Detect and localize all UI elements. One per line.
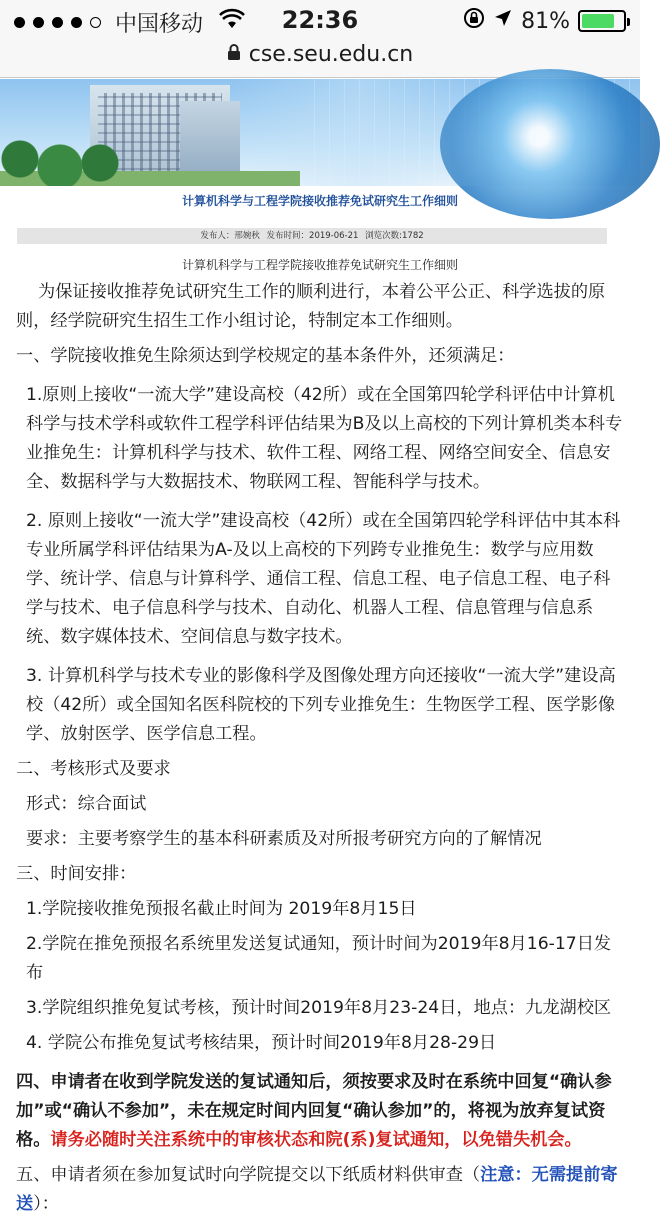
section2-form: 形式：综合面试 [26, 794, 147, 814]
battery-icon [578, 10, 626, 32]
publisher: 发布人：邢婉秋 [200, 231, 260, 241]
trees-graphic [0, 129, 120, 186]
section3-heading: 三、时间安排： [16, 864, 137, 884]
site-banner [0, 79, 640, 186]
carrier-name: 中国移动 [115, 12, 204, 37]
article-subtitle: 计算机科学与工程学院接收推荐免试研究生工作细则 [181, 258, 458, 272]
article-body [16, 278, 626, 1219]
section5-note-label: 注意： [480, 1165, 532, 1185]
battery-fill [582, 14, 614, 28]
status-right [463, 7, 626, 35]
section2-requirement: 要求：主要考察学生的基本科研素质及对所报考研究方向的了解情况 [26, 829, 542, 849]
location-arrow-icon [493, 8, 513, 34]
schedule-item-4: 4. 学院公布推免复试考核结果，预计时间2019年8月28-29日 [26, 1033, 497, 1053]
section1-item2: 2. 原则上接收“一流大学”建设高校（42所）或在全国第四轮学科评估中其本科专业所属学科评估结果为A-及以上高校的下列跨专业推免生：数学与应用数学、统计学、信息与计算科学、通信工程、信息工程、电子信息工程、电子科学与技术、电子信息科学与技术、自动化、机器人工程、信息管理与信息系统、数字媒体技术、空间信息与数字技术。 [26, 511, 621, 647]
section5-text-start: 五、申请者须在参加复试时向学院提交以下纸质材料供审查（ [16, 1165, 481, 1185]
schedule-item-1: 1.学院接收推免预报名截止时间为 2019年8月15日 [26, 899, 417, 919]
article-meta [17, 228, 607, 244]
orientation-lock-icon [463, 7, 485, 35]
section5-text-end: ）： [33, 1194, 59, 1214]
section4-red-notice: 请务必随时关注系统中的审核状态和院(系)复试通知，以免错失机会。 [50, 1130, 582, 1150]
schedule-item-2: 2.学院在推免预报名系统里发送复试通知，预计时间为2019年8月16-17日发布 [26, 934, 612, 983]
lock-icon [227, 42, 241, 68]
article-title: 计算机科学与工程学院接收推荐免试研究生工作细则 [181, 194, 458, 208]
publish-date: 发布时间：2019-06-21 [266, 231, 359, 241]
section4-bold-text: 四、申请者在收到学院发送的复试通知后，须按要求及时在系统中回复“确认参加”或“确认不参加”，未在规定时间内回复“确认参加”的，将视为放弃复试资格。 [16, 1072, 612, 1150]
section2-heading: 二、考核形式及要求 [16, 759, 171, 779]
battery-percent: 81% [521, 8, 570, 34]
clock: 22:36 [281, 6, 359, 34]
section5-paragraph [16, 1161, 626, 1219]
intro-paragraph: 为保证接收推荐免试研究生工作的顺利进行，本着公平公正、科学选拔的原则，经学院研究生招生工作小组讨论，特制定本工作细则。 [16, 282, 606, 331]
status-bar [0, 0, 640, 42]
article-page [0, 186, 640, 1214]
section1-item3: 3. 计算机科学与技术专业的影像科学及图像处理方向还接收“一流大学”建设高校（42所）或全国知名医科院校的下列专业推免生：生物医学工程、医学影像学、放射医学、医学信息工程。 [26, 666, 616, 744]
banner-fade [230, 79, 490, 186]
view-count: 浏览次数:1782 [365, 231, 424, 241]
section5-note-text: 无需提前寄送 [16, 1165, 618, 1214]
section1-item1: 1.原则上接收“一流大学”建设高校（42所）或在全国第四轮学科评估中计算机科学与技术学科或软件工程学科评估结果为B及以上高校的下列计算机类本科专业推免生：计算机科学与技术、软件工程、网络工程、网络空间安全、信息安全、数据科学与大数据技术、物联网工程、智能科学与技术。 [26, 385, 623, 492]
url-text: cse.seu.edu.cn [248, 42, 414, 67]
section4-paragraph [16, 1068, 626, 1155]
section1-heading: 一、学院接收推免生除须达到学校规定的基本条件外，还须满足： [16, 346, 515, 366]
schedule-item-3: 3.学院组织推免复试考核，预计时间2019年8月23-24日，地点：九龙湖校区 [26, 998, 612, 1018]
